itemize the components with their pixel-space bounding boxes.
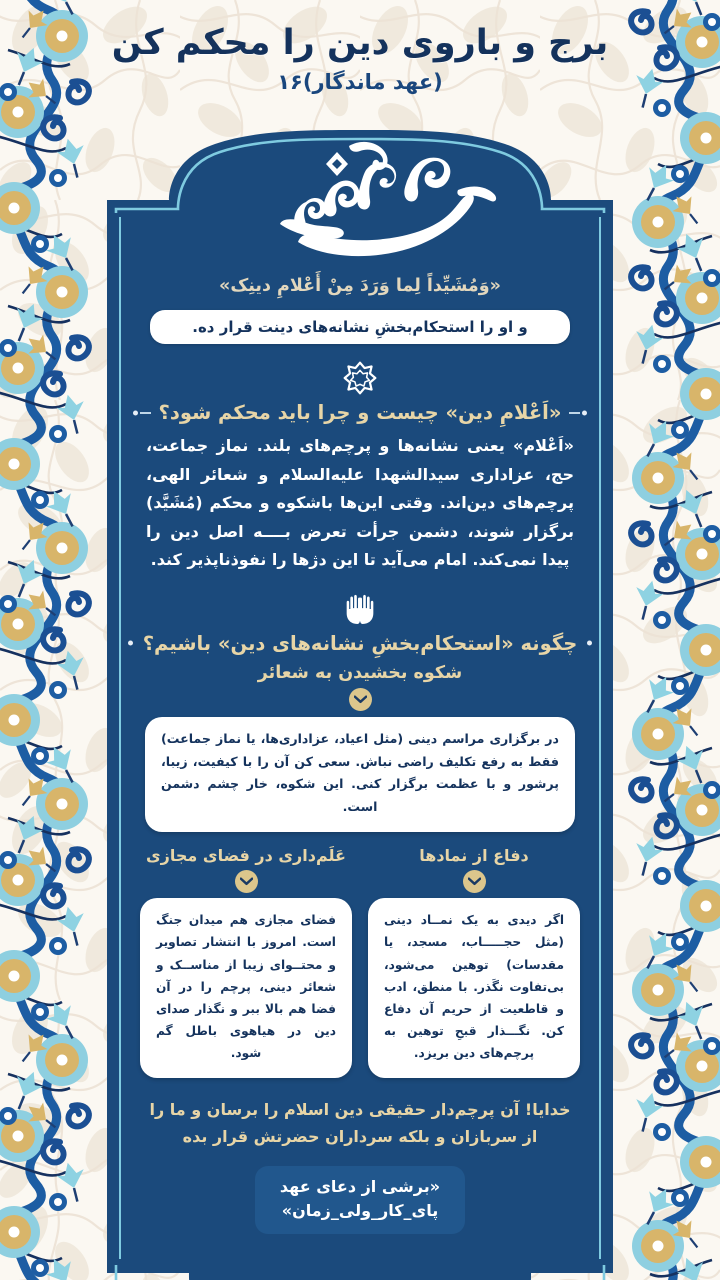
- eight-point-star-icon: [140, 361, 580, 395]
- column-2-body: فضای مجازی هم میدان جنگ است. امروز با انتشار تصاویر و محتــوای زیبا از مناســک و شعائر دینی، پرچم را در آن فضا هم بالا ببر و نگذار صدای دین در هیاهوی باطل گم شود.: [140, 898, 352, 1077]
- section-1-body: «اَعْلام» یعنی نشانه‌ها و پرچم‌های بلند. نماز جماعت، حج، عزاداری سیدالشهدا علیه‌السلام و شعائر الهی، پرچم‌های دین‌اند. وقتی این‌ها باشکوه و محکم (مُشَیَّد) برگزار شوند، دشمن جرأت تعرض بــــه اصل دین را پیدا نمی‌کند. امام می‌آید تا این دژها را نفوذناپذیر کند.: [146, 436, 574, 570]
- chevron-down-icon: [349, 688, 372, 711]
- section-heading-2: [140, 632, 580, 655]
- tip-card-cyberspace-flagbearing: [140, 846, 352, 1077]
- main-content-card: [107, 130, 613, 1280]
- verse-translation-pill: و او را استحکام‌بخشِ نشانه‌های دینت قرار ده.: [150, 310, 570, 344]
- chevron-down-icon: [235, 870, 258, 893]
- source-line-2: پای_کار_ولی_زمان»: [281, 1201, 439, 1221]
- page-title: برج و باروی دین را محکم کن: [111, 23, 609, 63]
- section-heading-1: [140, 401, 580, 424]
- column-1-title: دفاع از نمادها: [419, 846, 529, 866]
- card-body: [107, 217, 613, 1260]
- source-line-1: «برشی از دعای عهد: [279, 1177, 441, 1197]
- column-1-body: اگر دیدی به یک نمــاد دینی (مثل حجـــــاب، مسجد، یا مقدسات) توهین می‌شود، بی‌تفاوت نگَذر. با منطق، ادب و قاطعیت از حریم آن دفاع کن. نگـــذار قبحِ توهین به پرچم‌های دین بریزد.: [368, 898, 580, 1077]
- section-2-subheading: شکوه بخشیدن به شعائر: [257, 662, 463, 683]
- chevron-down-icon: [463, 870, 486, 893]
- heading-rule-left: [569, 412, 580, 414]
- arabic-verse: «وَمُشَیِّداً لِما وَرَدَ مِنْ أَعْلامِ دینِک»: [219, 276, 501, 296]
- card-shield-bottom: [107, 1259, 613, 1280]
- poster-header: [0, 0, 720, 94]
- tip-card-defense-of-symbols: [368, 846, 580, 1077]
- two-column-tips: [140, 846, 580, 1077]
- section-1-title: «اَعْلامِ دین» چیست و چرا باید محکم شود؟: [158, 401, 562, 425]
- praying-hands-icon: [140, 592, 580, 626]
- closing-prayer: خدایا! آن پرچم‌دار حقیقی دین اسلام را برسان و ما را از سربازان و بلکه سرداران حضرتش قرار بده: [149, 1099, 571, 1146]
- source-badge: [255, 1166, 465, 1234]
- chehel-doa-ahd-calligraphy-logo: [210, 140, 510, 275]
- column-2-title: عَلَم‌داری در فضای مجازی: [146, 846, 346, 866]
- section-2-body-box: در برگزاری مراسم دینی (مثل اعیاد، عزاداری‌ها، یا نماز جماعت) فقط به رفع تکلیف راضی نباش. سعی کن آن را با کیفیت، زیبا، پرشور و با عظمت برگزار کنی. این شکوه، خار چشم دشمن است.: [145, 717, 575, 833]
- page-subtitle: (عهد ماندگار)۱۶: [277, 69, 443, 94]
- section-2-title: چگونه «استحکام‌بخشِ نشانه‌های دین» باشیم؟: [142, 631, 578, 655]
- heading-rule-right: [140, 412, 151, 414]
